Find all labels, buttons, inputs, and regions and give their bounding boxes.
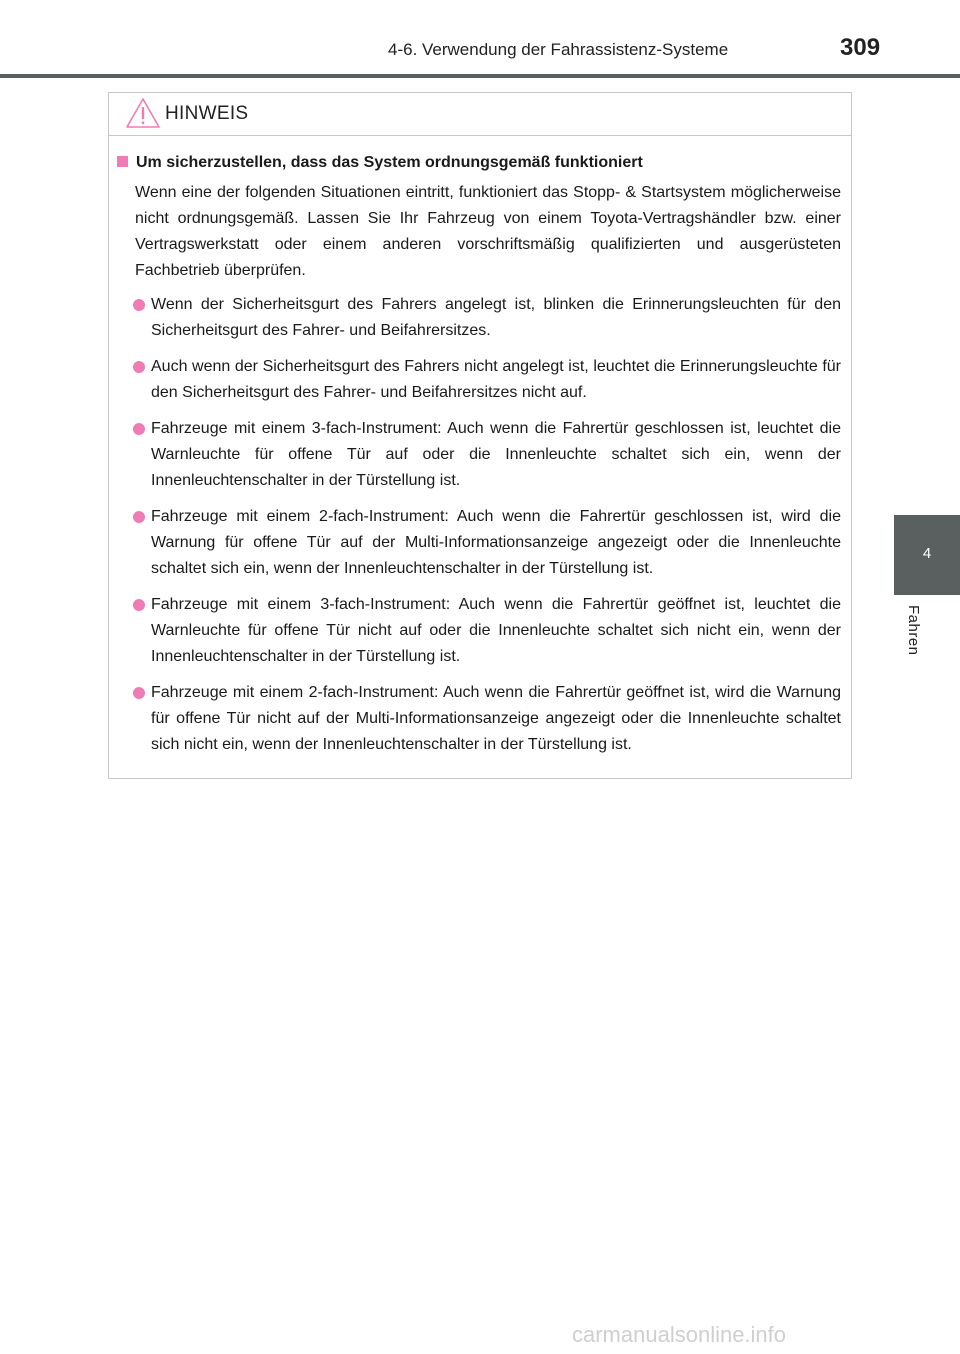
- bullet-dot-icon: [133, 423, 145, 435]
- watermark: carmanualsonline.info: [572, 1322, 787, 1347]
- list-item: [151, 416, 841, 494]
- section-heading-text: Um sicherzustellen, dass das System ordnungsgemäß funktioniert: [136, 154, 643, 171]
- list-item-text: Fahrzeuge mit einem 3-fach-Instrument: Auch wenn die Fahrertür geschlossen ist, leuchtet die Warnleuchte für offene Tür auf oder die Innenleuchte schaltet sich ein, wenn der Innenleuchtenschalter in der Türstellung ist.: [151, 420, 841, 489]
- bullet-dot-icon: [133, 361, 145, 373]
- bullet-dot-icon: [133, 599, 145, 611]
- list-item-text: Fahrzeuge mit einem 2-fach-Instrument: Auch wenn die Fahrertür geöffnet ist, wird die Warnung für offene Tür nicht auf der Multi-Informationsanzeige angezeigt oder die Innenleuchte schaltet sich nicht ein, wenn der Innenleuchtenschalter in der Türstellung ist.: [151, 684, 841, 753]
- list-item-text: Auch wenn der Sicherheitsgurt des Fahrers nicht angelegt ist, leuchtet die Erinnerungsleuchte für den Sicherheitsgurt des Fahrer- und Beifahrersitzes nicht auf.: [151, 358, 841, 401]
- section-heading: [117, 150, 841, 176]
- list-item: [151, 504, 841, 582]
- note-body: [109, 136, 851, 758]
- list-item: [151, 354, 841, 406]
- list-item-text: Wenn der Sicherheitsgurt des Fahrers angelegt ist, blinken die Erinnerungsleuchten für den Sicherheitsgurt des Fahrer- und Beifahrersitzes.: [151, 296, 841, 339]
- note-box: [108, 92, 852, 779]
- header-rule: [0, 74, 960, 78]
- bullet-dot-icon: [133, 299, 145, 311]
- square-bullet-icon: [117, 156, 128, 167]
- list-item: [151, 292, 841, 344]
- bullet-dot-icon: [133, 687, 145, 699]
- list-item-text: Fahrzeuge mit einem 3-fach-Instrument: Auch wenn die Fahrertür geöffnet ist, leuchtet die Warnleuchte für offene Tür nicht auf oder die Innenleuchte schaltet sich nicht ein, wenn der Innenleuchtenschalter in der Türstellung ist.: [151, 596, 841, 665]
- list-item: [151, 592, 841, 670]
- list-item: [151, 680, 841, 758]
- chapter-tab: [894, 515, 960, 595]
- warning-triangle-icon: [125, 97, 161, 129]
- list-item-text: Fahrzeuge mit einem 2-fach-Instrument: Auch wenn die Fahrertür geschlossen ist, wird die Warnung für offene Tür auf der Multi-Informationsanzeige angezeigt oder die Innenleuchte schaltet sich ein, wenn der Innenleuchtenschalter in der Türstellung ist.: [151, 508, 841, 577]
- chapter-tab-number: 4: [922, 545, 932, 562]
- page-number: 309: [840, 34, 881, 61]
- chapter-tab-label-wrap: [905, 605, 927, 665]
- note-title: HINWEIS: [165, 103, 249, 124]
- bullet-dot-icon: [133, 511, 145, 523]
- note-header: [109, 93, 851, 136]
- intro-paragraph: Wenn eine der folgenden Situationen eintritt, funktioniert das Stopp- & Startsystem möglicherweise nicht ordnungsgemäß. Lassen Sie Ihr Fahrzeug von einem Toyota-Vertragshändler bzw. einer Vertragswerkstatt oder einem anderen vorschriftsmäßig qualifizierten und ausgerüsteten Fachbetrieb überprüfen.: [135, 184, 841, 279]
- chapter-title: 4-6. Verwendung der Fahrassistenz-Systeme: [388, 40, 729, 59]
- chapter-tab-label: Fahren: [905, 605, 922, 656]
